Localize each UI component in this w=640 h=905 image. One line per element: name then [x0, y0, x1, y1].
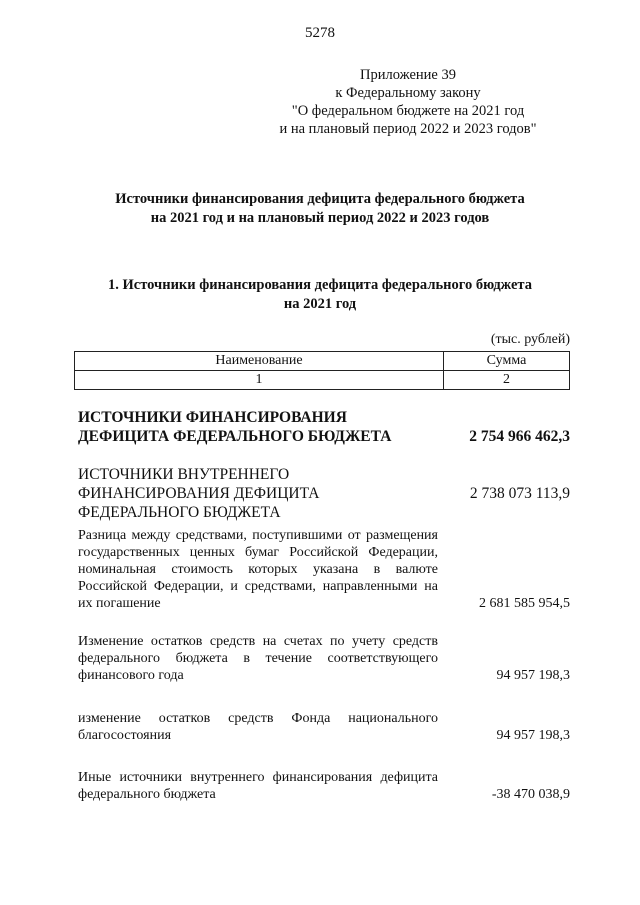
section-title-line: 1. Источники финансирования дефицита федерального бюджета — [108, 277, 532, 293]
column-number-name: 1 — [75, 371, 444, 390]
row-label: изменение остатков средств Фонда национального благосостояния — [78, 711, 438, 743]
row-amount: -38 470 038,9 — [491, 787, 570, 802]
row-label: Разница между средствами, поступившими от размещения государственных ценных бумаг Российской Федерации, номинальная стоимость которых указана в валюте Российской Федерации, и средствами, направленными на их погашение — [78, 528, 438, 611]
header-name: Наименование — [75, 352, 444, 371]
appendix-line: Приложение 39 — [360, 67, 456, 83]
row-amount: 94 957 198,3 — [496, 728, 570, 743]
document-title — [0, 190, 640, 228]
section-title-line: на 2021 год — [283, 296, 357, 312]
row-label: ИСТОЧНИКИ ВНУТРЕННЕГО ФИНАНСИРОВАНИЯ ДЕФИЦИТА ФЕДЕРАЛЬНОГО БЮДЖЕТА — [78, 466, 320, 521]
header-sum: Сумма — [444, 352, 570, 371]
appendix-line: к Федеральному закону — [335, 85, 481, 101]
appendix-line: и на плановый период 2022 и 2023 годов" — [279, 121, 537, 137]
appendix-header — [258, 66, 558, 138]
table-header — [74, 351, 570, 390]
row-amount: 2 738 073 113,9 — [469, 485, 570, 502]
page-number: 5278 — [305, 25, 335, 41]
units-label: (тыс. рублей) — [490, 332, 570, 347]
column-number-row — [75, 371, 570, 390]
row-label: Иные источники внутреннего финансирования дефицита федерального бюджета — [78, 770, 438, 802]
table-row — [78, 710, 570, 744]
header-row — [75, 352, 570, 371]
section-title — [0, 276, 640, 314]
table-row — [78, 465, 570, 521]
title-line: на 2021 год и на плановый период 2022 и 2023 годов — [150, 210, 490, 226]
table-row — [78, 408, 570, 446]
table-row — [78, 527, 570, 612]
row-amount: 2 681 585 954,5 — [479, 596, 570, 611]
table-row — [78, 769, 570, 803]
column-number-sum: 2 — [444, 371, 570, 390]
table-row — [78, 633, 570, 684]
row-amount: 94 957 198,3 — [496, 668, 570, 683]
row-label: ИСТОЧНИКИ ФИНАНСИРОВАНИЯ ДЕФИЦИТА ФЕДЕРАЛЬНОГО БЮДЖЕТА — [78, 409, 392, 445]
row-label: Изменение остатков средств на счетах по учету средств федерального бюджета в течение соответствующего финансового года — [78, 634, 438, 683]
row-amount: 2 754 966 462,3 — [469, 428, 570, 445]
appendix-line: "О федеральном бюджете на 2021 год — [291, 103, 525, 119]
title-line: Источники финансирования дефицита федерального бюджета — [115, 191, 525, 207]
